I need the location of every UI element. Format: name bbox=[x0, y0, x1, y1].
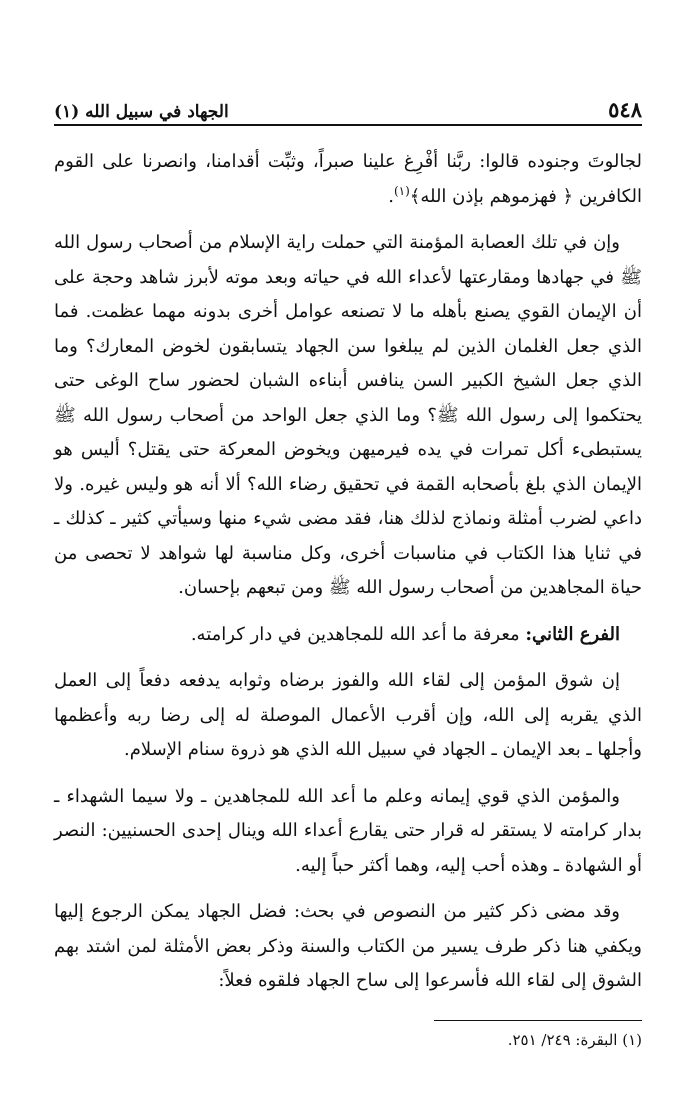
page-number: ٥٤٨ bbox=[608, 97, 642, 122]
subheading bbox=[54, 618, 642, 653]
paragraph-tail: . bbox=[388, 185, 394, 207]
footnote: (١) البقرة: ٢٤٩/ ٢٥١. bbox=[507, 1031, 642, 1049]
paragraph: وإن في تلك العصابة المؤمنة التي حملت راية الإسلام من أصحاب رسول الله ﷺ في جهادها ومقارعتها لأعداء الله في حياته وبعد موته لأبرز شاهد وحجة على أن الإيمان القوي يصنع بأهله ما لا تصنعه عوامل أخرى بدونه مهما عظمت. فما الذي جعل الغلمان الذين لم يبلغوا سن الجهاد يتسابقون لخوض المعارك؟ وما الذي جعل الشيخ الكبير السن ينافس أبناءه الشبان لحضور ساح الوغى حتى يحتكموا إلى رسول الله ﷺ؟ وما الذي جعل الواحد من أصحاب رسول الله ﷺ يستبطىء أكل تمرات في يده فيرميهن ويخوض المعركة حتى يقتل؟ أليس هو الإيمان الذي بلغ بأصحابه القمة في تحقيق رضاء الله؟ ألا أنه هو وليس غيره. ولا داعي لضرب أمثلة ونماذج لذلك هنا، فقد مضى شيء منها وسيأتي كثير ـ كذلك ـ في ثنايا هذا الكتاب في مناسبات أخرى، وكل مناسبة لها شواهد لا تحصى من حياة المجاهدين من أصحاب رسول الله ﷺ ومن تبعهم بإحسان. bbox=[54, 232, 642, 598]
paragraph: والمؤمن الذي قوي إيمانه وعلم ما أعد الله للمجاهدين ـ ولا سيما الشهداء ـ بدار كرامته لا يستقر له قرار حتى يقارع أعداء الله وينال إحدى الحسنيين: النصر أو الشهادة ـ وهذه أحب إليه، وهما أكثر حباً إليه. bbox=[54, 785, 642, 876]
running-title: الجهاد في سبيل الله (١) bbox=[54, 102, 229, 122]
subheading-label: الفرع الثاني: bbox=[525, 623, 620, 645]
body-text bbox=[54, 145, 642, 1011]
footnote-divider bbox=[434, 1020, 642, 1021]
page-header bbox=[54, 92, 642, 126]
subheading-text: معرفة ما أعد الله للمجاهدين في دار كرامته. bbox=[190, 623, 520, 645]
paragraph-text: لجالوتَ وجنوده قالوا: ربَّنا أفْرِغ علينا صبراً، وثبِّت أقدامنا، وانصرنا على القوم الكافرين ﴿ فهزموهم بإذن الله﴾ bbox=[54, 151, 642, 207]
paragraph: وقد مضى ذكر كثير من النصوص في بحث: فضل الجهاد يمكن الرجوع إليها ويكفي هنا ذكر طرف يسير من الكتاب والسنة وذكر بعض الأمثلة لمن اشتد بهم الشوق إلى لقاء الله فأسرعوا إلى ساح الجهاد فلقوه فعلاً: bbox=[54, 901, 642, 991]
paragraph: إن شوق المؤمن إلى لقاء الله والفوز برضاه وثوابه يدفعه دفعاً إلى العمل الذي يقربه إلى الله، وإن أقرب الأعمال الموصلة له إلى رضا ربه وأعظمها وأجلها ـ بعد الإيمان ـ الجهاد في سبيل الله الذي هو ذروة سنام الإسلام. bbox=[54, 670, 642, 760]
footnote-reference: (١) bbox=[393, 183, 410, 198]
paragraph bbox=[54, 145, 642, 214]
